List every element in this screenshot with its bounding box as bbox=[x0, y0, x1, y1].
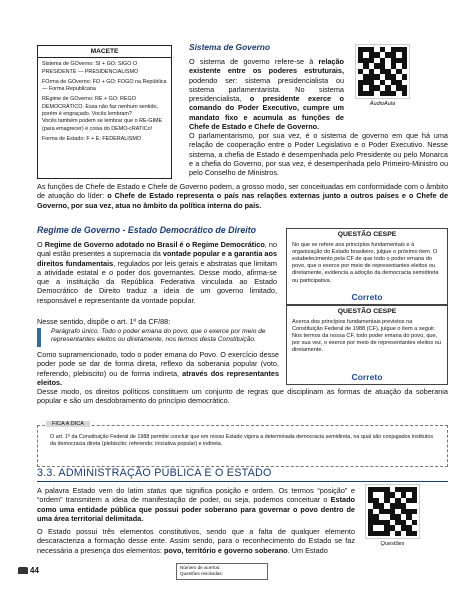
section-title-sistema: Sistema de Governo bbox=[189, 42, 270, 52]
score-box bbox=[176, 563, 268, 580]
estado-paragraph-2: O Estado possui três elementos constitutivos, sendo que a falta de qualquer elemento descaracteriza a formação desse ente. Assim sendo, para o reconhecimento do Estado se faz necessária a presença dos elementos: povo, território e governo soberano. Um Estado bbox=[37, 527, 355, 555]
questao-answer: Correto bbox=[351, 291, 383, 302]
section-heading-3-3: 3.3. ADMINISTRAÇÃO PÚBLICA E O ESTADO bbox=[37, 467, 272, 479]
macete-line: Vocês também podem se lembrar que o RE-GIME (para emagrecer) é coisa do DEMO-cRATICo! bbox=[42, 118, 163, 132]
section-underline bbox=[37, 481, 448, 482]
questao-box-2 bbox=[286, 305, 448, 385]
macete-line: REgime de GOverno: RE + GO: REGO DEMOCRÁTICO. Essa não faz nenhum sentido, porém é engraçado. Vocês lembram? bbox=[42, 96, 158, 118]
score-solved-label: Questões resolvidas: bbox=[180, 571, 223, 577]
regime-after-paragraph: Como supramencionado, todo o poder emana do Povo. O exercício desse poder pode se dar de forma direta, reflexo da soberania popular (voto, referendo, plebiscito) ou de forma indireta, através dos representantes eleitos. bbox=[37, 350, 280, 387]
funcoes-paragraph: As funções de Chefe de Estado e Chefe de Governo podem, a grosso modo, ser conceituadas em conformidade com o âmbito de atuação do líder: o Chefe de Estado representa o país nas relações externas junto a outros países e o Chefe de Governo, por sua vez, atua no âmbito da política interna do país. bbox=[37, 182, 448, 210]
macete-line: Sistema de GOverno: SI + GO: SIGO O PRESIDENTE — PRESIDENCIALISMO bbox=[42, 61, 139, 75]
qr-label-audioaula: ÁudioAula bbox=[369, 101, 396, 107]
sistema-paragraph-cont: O parlamentarismo, por sua vez, é o sistema de governo em que há uma relação de cooperação entre o Poder Legislativo e o Poder Executivo. Nesse sistema, a chefia de Estado é desempenhada pelo Presidente ou pelo Monarca e a chefia do Governo, por sua vez, é desempenhada pelo Primeiro-Ministro ou pelo Conselho de Ministros. bbox=[189, 131, 448, 178]
macete-title: MACETE bbox=[38, 46, 171, 58]
quote-bar bbox=[37, 328, 41, 347]
page-number-icon bbox=[18, 567, 28, 574]
sistema-paragraph: O sistema de governo refere-se à relação existente entre os poderes estruturais, podendo ser: sistema presidencialista ou sistema parlamentarista. No sistema presidencialista, o presidente exerce o comando do Poder Executivo, cumpre um mandato fixo e acumula as funções de Chefe de Estado e Chefe de Governo. bbox=[189, 57, 345, 132]
score-correct-label: Número de acertos: bbox=[180, 565, 221, 570]
nesse-sentido-text: Nesse sentido, dispõe o art. 1º da CF/88: bbox=[37, 317, 171, 326]
quote-text: Parágrafo único. Todo o poder emana do povo, que o exerce por meio de representantes eleitos ou diretamente, nos termos desta Constituição. bbox=[51, 328, 266, 344]
macete-line: FOrma de GOverno: FO + GO: FOGO na República — Forma Republicana bbox=[42, 78, 167, 93]
questao-answer: Correto bbox=[351, 371, 383, 382]
fica-a-dica-body: O art. 1º da Constituição Federal de 1988 permite concluir que em nosso Estado vigora a determinada democracia semidireta, na qual são conjugados institutos da democracia direta (plebiscito; referendo; iniciativa popular) e indireta. bbox=[50, 434, 434, 447]
qr-label-questoes: Questões bbox=[380, 541, 405, 547]
fica-a-dica-title: FICA A DICA bbox=[46, 421, 90, 427]
qr-code-questoes[interactable] bbox=[365, 484, 420, 539]
questao-title: QUESTÃO CESPE bbox=[337, 231, 397, 238]
section-title-regime: Regime de Governo - Estado Democrático de Direito bbox=[37, 225, 256, 235]
questao-box-1 bbox=[286, 228, 448, 305]
questao-body: No que se refere aos princípios fundamentais e à organização do Estado brasileiro, julgue o próximo item. O estabelecimento pela CF de que todo o poder emana do povo, que o exerce por meio de representantes eleitos ou diretamente, evidencia a adoção da democracia semidireta ou participativa. bbox=[292, 242, 439, 284]
regime-paragraph: O Regime de Governo adotado no Brasil é o Regime Democrático, no qual estão presentes a supremacia da vontade popular e a garantia aos direitos fundamentais, regulados por leis gerais e abstratas que limitam a atividade estatal e o poder dos governantes. Desse modo, afirma-se que a instituição da República Federativa vinculada ao Estado Democrático de Direito traduz a ideia de um governo limitado, responsável e representante da vontade popular. bbox=[37, 240, 277, 305]
page-number: 44 bbox=[30, 566, 39, 575]
macete-box bbox=[37, 45, 172, 179]
regime-after-paragraph-cont: Desse modo, os direitos políticos constituem um conjunto de regras que disciplinam as formas de atuação da soberania popular e são um desdobramento do princípio democrático. bbox=[37, 387, 448, 406]
fica-a-dica-box bbox=[37, 421, 448, 467]
questao-body: Acerca dos princípios fundamentais previstos na Constituição Federal de 1988 (CF), julgue o item a seguir. Nos termos da nossa CF, todo poder emana do povo, que, por sua vez, o exerce por meio de representantes eleitos ou diretamente. bbox=[292, 319, 441, 354]
questao-title: QUESTÃO CESPE bbox=[337, 308, 397, 315]
estado-paragraph-1: A palavra Estado vem do latim status que significa posição e ordem. Os termos “posição” e “ordem” transmitem a ideia de manifestação de poder, ou seja, podemos conceituar o Estado como uma entidade pública que possui poder soberano para governar o povo dentro de uma área territorial delimitada. bbox=[37, 486, 355, 523]
macete-line: Forma de Estado: F + E: FEDERALISMO bbox=[42, 135, 142, 142]
qr-code-audioaula[interactable] bbox=[355, 44, 410, 99]
